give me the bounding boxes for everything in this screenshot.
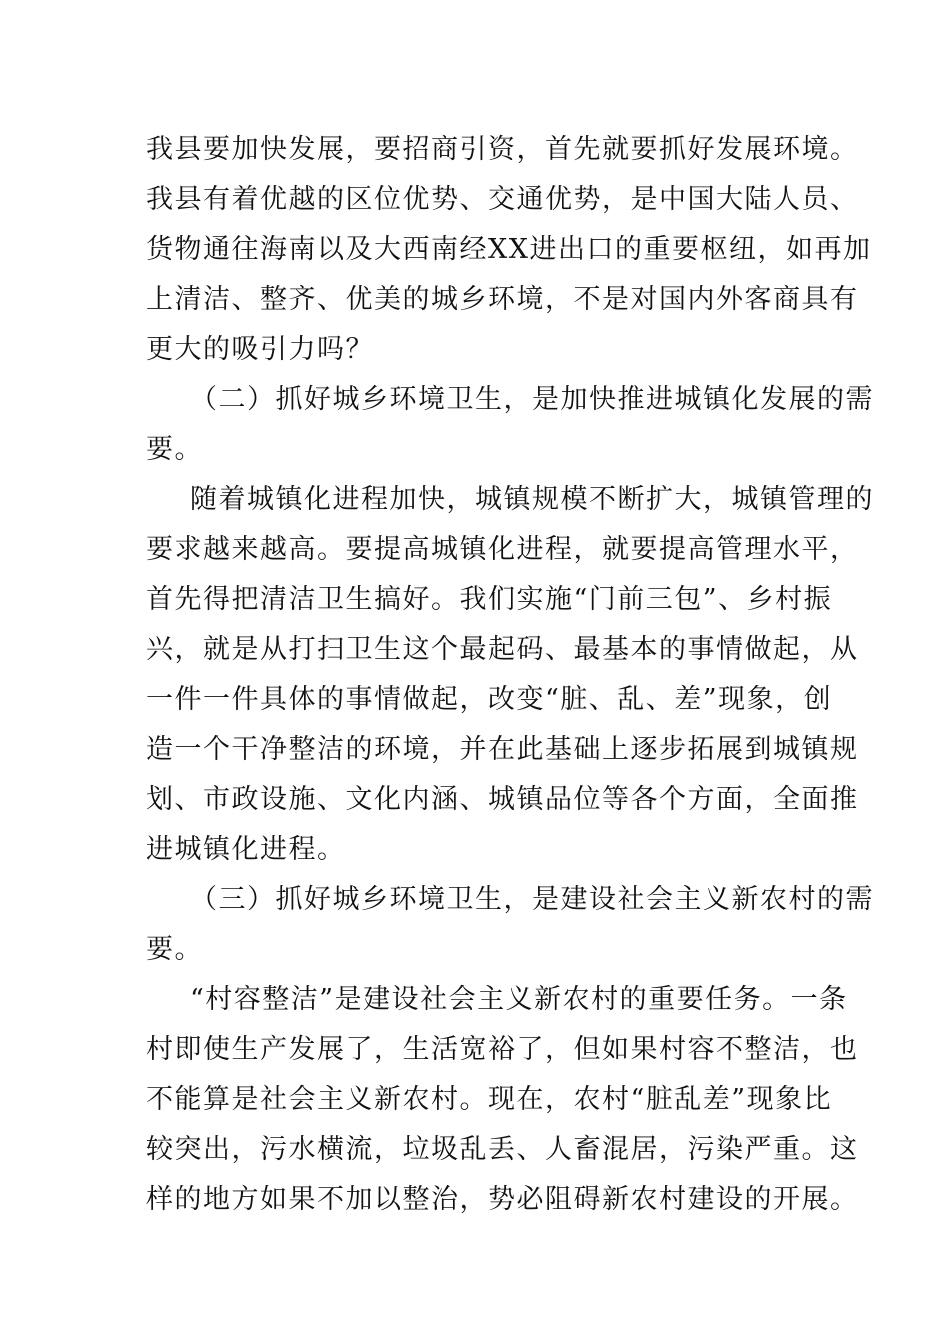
text-line: 进城镇化进程。 bbox=[146, 834, 346, 865]
text-line: 造一个干净整洁的环境，并在此基础上逐步拓展到城镇规 bbox=[146, 734, 859, 765]
document-body bbox=[146, 125, 874, 1225]
text-line: 货物通往海南以及大西南经XX进出口的重要枢纽，如再加 bbox=[146, 234, 872, 265]
text-line: 要求越来越高。要提高城镇化进程，就要提高管理水平， bbox=[146, 534, 859, 565]
text-line: 我县有着优越的区位优势、交通优势，是中国大陆人员、 bbox=[146, 184, 859, 215]
text-line: 较突出，污水横流，垃圾乱丢、人畜混居，污染严重。这 bbox=[146, 1134, 859, 1165]
text-line: 更大的吸引力吗？ bbox=[146, 334, 374, 365]
text-line: 首先得把清洁卫生搞好。我们实施“门前三包”、乡村振 bbox=[146, 584, 833, 615]
text-line: 一件一件具体的事情做起，改变“脏、乱、差”现象，创 bbox=[146, 684, 833, 715]
text-line: 村即使生产发展了，生活宽裕了，但如果村容不整洁，也 bbox=[146, 1034, 859, 1065]
text-line: 不能算是社会主义新农村。现在，农村“脏乱差”现象比 bbox=[146, 1084, 833, 1115]
text-line: 兴，就是从打扫卫生这个最起码、最基本的事情做起，从 bbox=[146, 634, 859, 665]
text-line: （二）抓好城乡环境卫生，是加快推进城镇化发展的需 bbox=[190, 384, 874, 415]
text-line: （三）抓好城乡环境卫生，是建设社会主义新农村的需 bbox=[190, 884, 874, 915]
text-line: 样的地方如果不加以整治，势必阻碍新农村建设的开展。 bbox=[146, 1184, 859, 1215]
text-line: “村容整洁”是建设社会主义新农村的重要任务。一条 bbox=[190, 984, 848, 1015]
text-line: 划、市政设施、文化内涵、城镇品位等各个方面，全面推 bbox=[146, 784, 859, 815]
body-paragraph bbox=[146, 975, 859, 1225]
text-line: 随着城镇化进程加快，城镇规模不断扩大，城镇管理的 bbox=[190, 484, 874, 515]
text-line: 上清洁、整齐、优美的城乡环境，不是对国内外客商具有 bbox=[146, 284, 859, 315]
text-line: 要。 bbox=[146, 934, 203, 965]
body-paragraph bbox=[146, 475, 874, 875]
section-heading bbox=[146, 875, 874, 975]
section-heading bbox=[146, 375, 874, 475]
body-paragraph bbox=[146, 125, 872, 375]
text-line: 我县要加快发展，要招商引资，首先就要抓好发展环境。 bbox=[146, 134, 859, 165]
text-line: 要。 bbox=[146, 434, 203, 465]
